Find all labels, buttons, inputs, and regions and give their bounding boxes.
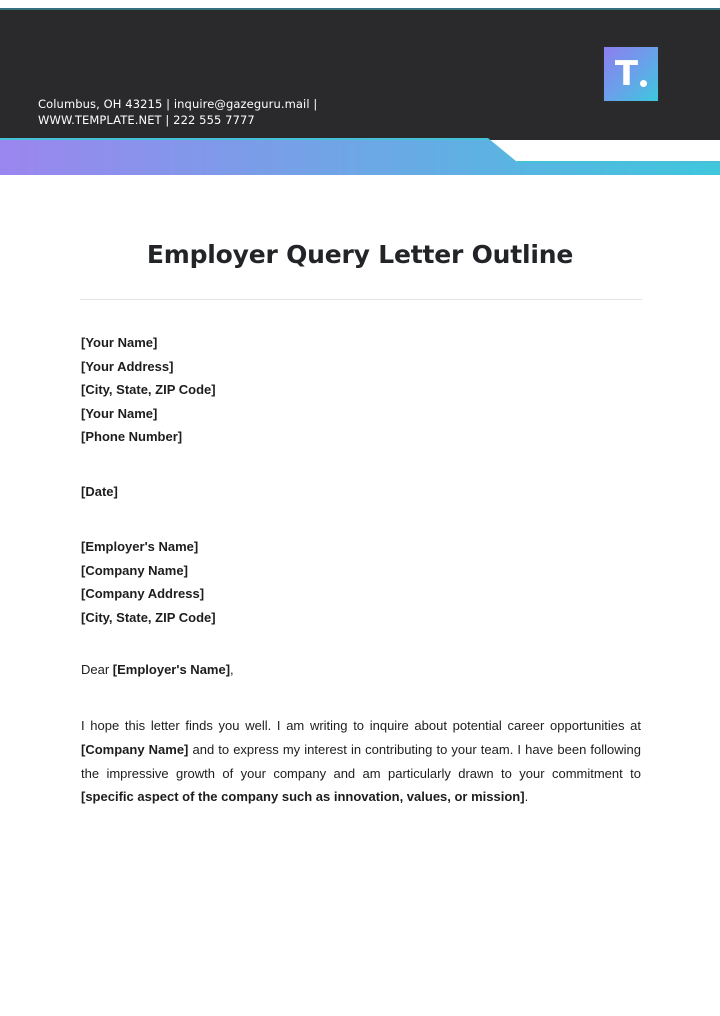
document-title: Employer Query Letter Outline bbox=[146, 240, 574, 269]
company-aspect-placeholder: [specific aspect of the company such as innovation, values, or mission] bbox=[81, 789, 525, 805]
company-name-placeholder: [Company Name] bbox=[81, 741, 189, 757]
logo bbox=[602, 45, 660, 103]
recipient-line: [Company Name] bbox=[81, 562, 188, 578]
sender-line: [Your Address] bbox=[81, 358, 174, 374]
sender-line: [Your Name] bbox=[81, 405, 158, 421]
salutation-name: [Employer's Name] bbox=[112, 662, 231, 677]
salutation bbox=[81, 662, 234, 677]
sender-line: [Your Name] bbox=[81, 335, 158, 350]
body-text-part: I hope this letter finds you well. I am writing to inquire about potential career opportunities at bbox=[81, 718, 641, 733]
contact-line-1: Columbus, OH 43215 | inquire@gazeguru.mail | bbox=[38, 97, 318, 111]
logo-letter: T bbox=[614, 54, 639, 94]
body-paragraph bbox=[81, 714, 641, 809]
sender-block bbox=[81, 331, 216, 449]
title-divider bbox=[80, 299, 642, 300]
sender-line: [Phone Number] bbox=[81, 429, 183, 444]
logo-dot bbox=[640, 80, 647, 87]
body-text-part: and to express my interest in contributing to your team. I have been following the impressive growth of your company and am particularly drawn to your commitment to bbox=[81, 741, 641, 781]
recipient-block bbox=[81, 535, 216, 629]
recipient-line: [Employer's Name] bbox=[81, 539, 199, 554]
letterhead bbox=[0, 0, 720, 175]
date-line: [Date] bbox=[81, 484, 118, 499]
date-block bbox=[81, 480, 118, 504]
recipient-line: [Company Address] bbox=[81, 586, 205, 601]
salutation-prefix: Dear bbox=[81, 662, 113, 677]
recipient-line: [City, State, ZIP Code] bbox=[81, 609, 216, 625]
contact-line-2: WWW.TEMPLATE.NET | 222 555 7777 bbox=[38, 113, 255, 127]
salutation-suffix: , bbox=[230, 662, 234, 677]
sender-line: [City, State, ZIP Code] bbox=[81, 382, 216, 397]
body-text-part: . bbox=[524, 789, 529, 805]
contact-info bbox=[38, 96, 317, 128]
